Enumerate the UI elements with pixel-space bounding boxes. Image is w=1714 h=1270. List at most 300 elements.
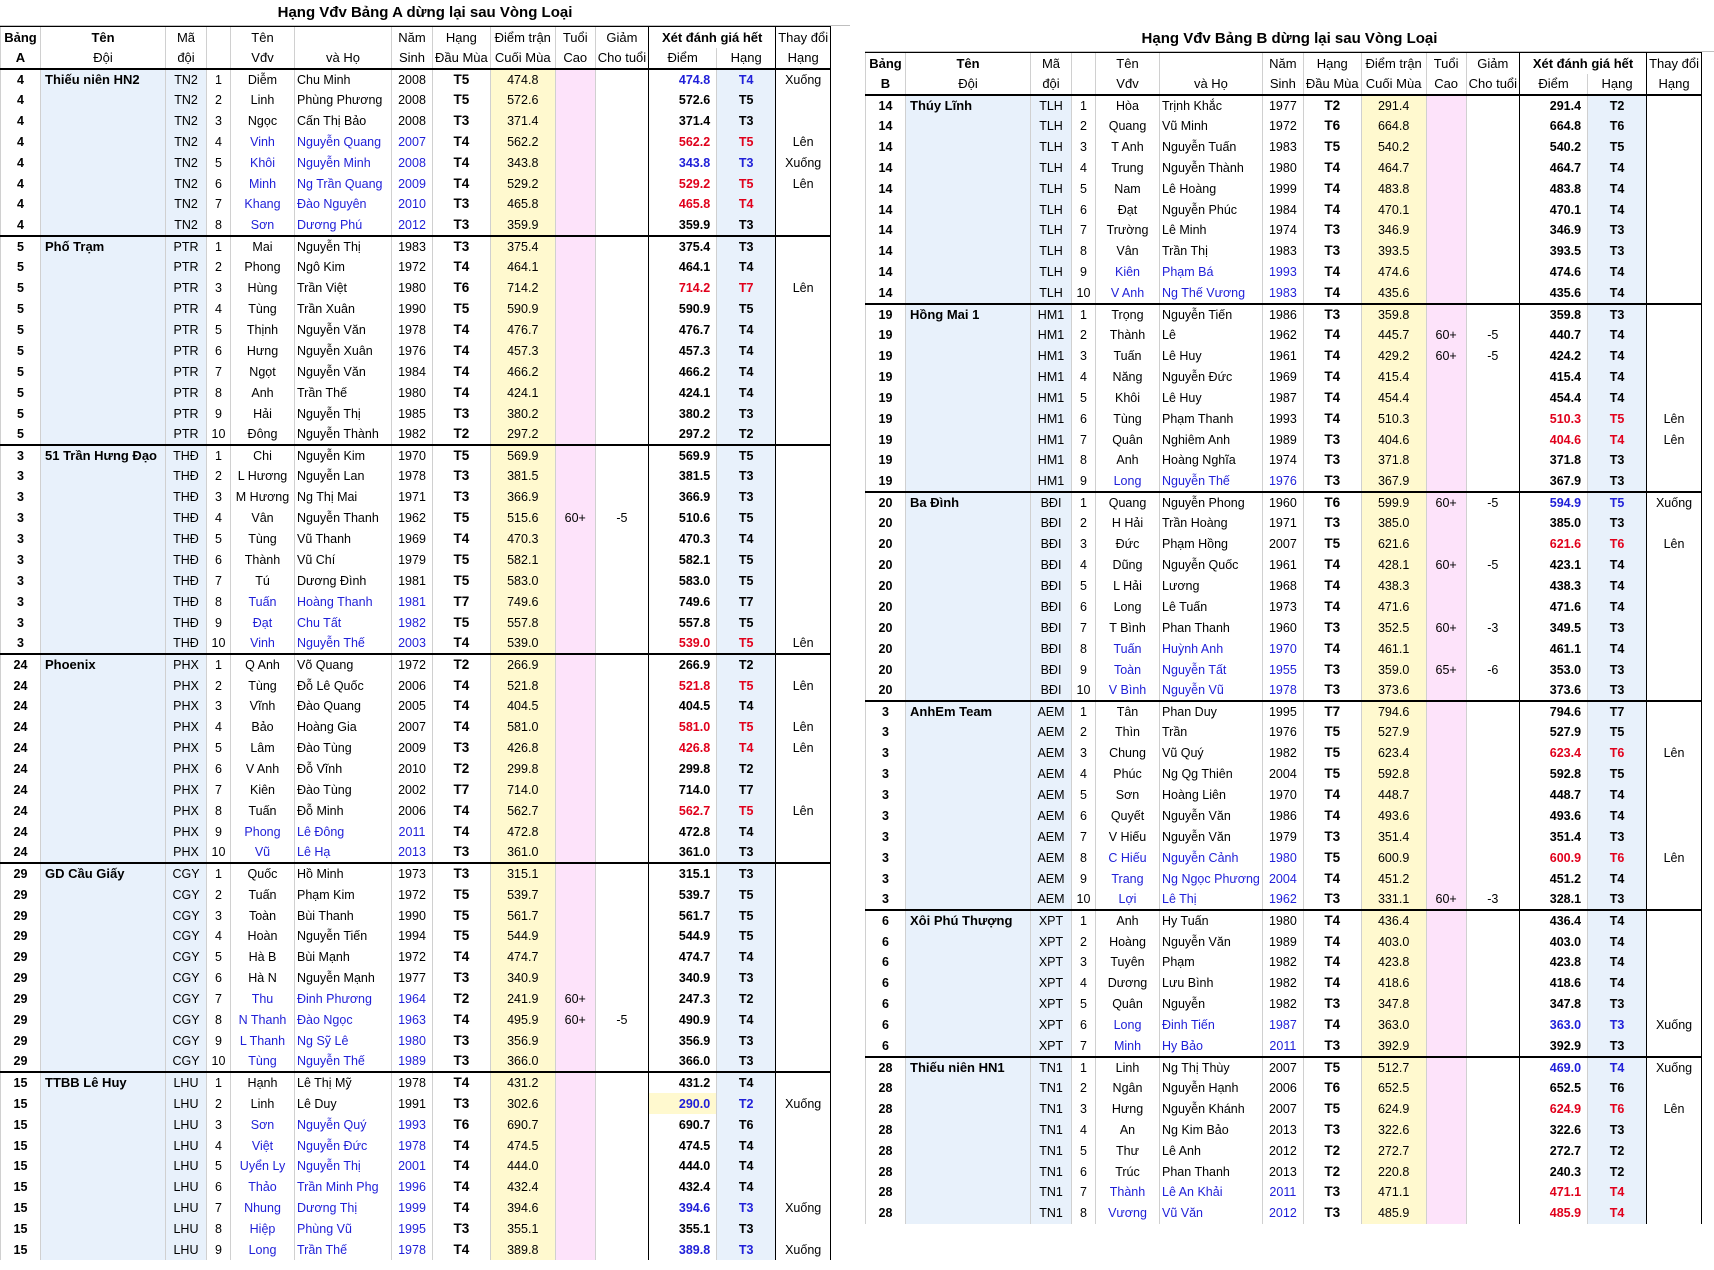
rank-change-cell xyxy=(1647,220,1702,241)
final-rank-cell: T2 xyxy=(1588,95,1647,116)
age-deduction-cell xyxy=(1466,722,1519,743)
age-deduction-cell xyxy=(595,1114,648,1135)
team-name-cell: Ba Đình xyxy=(906,492,1031,701)
player-number-cell: 5 xyxy=(207,529,231,550)
birth-year-cell: 1980 xyxy=(392,278,433,299)
player-number-cell: 1 xyxy=(1072,95,1096,116)
player-number-cell: 3 xyxy=(1072,1098,1096,1119)
player-last-name: Nguyễn Kim xyxy=(295,445,392,466)
team-name-cell: 51 Trần Hưng Đạo xyxy=(41,445,166,654)
header-cell: Đội xyxy=(41,48,166,69)
age-deduction-cell xyxy=(595,1030,648,1051)
season-score-cell: 415.4 xyxy=(1361,366,1426,387)
header-cell: Cho tuổi xyxy=(1466,74,1519,95)
age-bracket-cell: 60+ xyxy=(555,508,595,529)
season-score-cell: 322.6 xyxy=(1361,1119,1426,1140)
final-rank-cell: T2 xyxy=(717,759,776,780)
final-rank-cell: T5 xyxy=(717,90,776,111)
player-last-name: Hoàng Gia xyxy=(295,717,392,738)
birth-year-cell: 1969 xyxy=(1262,366,1303,387)
header-cell: Cho tuổi xyxy=(595,48,648,69)
birth-year-cell: 1989 xyxy=(1262,931,1303,952)
final-rank-cell: T2 xyxy=(717,424,776,445)
age-bracket-cell xyxy=(555,131,595,152)
panel-b-title: Hạng Vđv Bảng B dừng lại sau Vòng Loại xyxy=(865,26,1714,52)
group-cell: 19 xyxy=(866,366,906,387)
final-rank-cell: T4 xyxy=(1588,952,1647,973)
age-bracket-cell xyxy=(555,361,595,382)
age-bracket-cell xyxy=(555,403,595,424)
player-number-cell: 2 xyxy=(207,675,231,696)
player-first-name: Kiên xyxy=(231,780,295,801)
season-score-cell: 451.2 xyxy=(1361,868,1426,889)
header-cell: Giảm xyxy=(1466,53,1519,74)
start-rank-cell: T4 xyxy=(433,821,491,842)
group-cell: 29 xyxy=(1,1030,41,1051)
player-number-cell: 2 xyxy=(1072,513,1096,534)
player-last-name: Nguyễn Quang xyxy=(295,131,392,152)
final-rank-cell: T5 xyxy=(717,131,776,152)
group-cell: 20 xyxy=(866,513,906,534)
header-cell: Mã xyxy=(166,27,207,48)
team-code-cell: AEM xyxy=(1031,722,1072,743)
header-cell: đội xyxy=(166,48,207,69)
player-last-name: Đào Quang xyxy=(295,696,392,717)
age-bracket-cell xyxy=(555,152,595,173)
age-bracket-cell xyxy=(1426,638,1466,659)
final-rank-cell: T3 xyxy=(1588,471,1647,492)
start-rank-cell: T4 xyxy=(433,947,491,968)
rank-change-cell xyxy=(1647,304,1702,325)
age-bracket-cell xyxy=(555,884,595,905)
final-rank-cell: T3 xyxy=(1588,241,1647,262)
player-last-name: Chu Minh xyxy=(295,69,392,90)
birth-year-cell: 1996 xyxy=(392,1177,433,1198)
team-code-cell: PHX xyxy=(166,717,207,738)
group-cell: 19 xyxy=(866,408,906,429)
group-cell: 3 xyxy=(866,847,906,868)
rank-change-cell: Lên xyxy=(1647,847,1702,868)
age-deduction-cell xyxy=(1466,513,1519,534)
birth-year-cell: 1976 xyxy=(1262,471,1303,492)
player-number-cell: 8 xyxy=(207,591,231,612)
age-bracket-cell xyxy=(555,320,595,341)
team-code-cell: AEM xyxy=(1031,826,1072,847)
team-code-cell: XPT xyxy=(1031,973,1072,994)
age-bracket-cell xyxy=(555,1240,595,1261)
rank-change-cell xyxy=(1647,199,1702,220)
age-bracket-cell xyxy=(1426,1098,1466,1119)
player-last-name: Nguyễn xyxy=(1160,994,1263,1015)
birth-year-cell: 1984 xyxy=(1262,199,1303,220)
player-number-cell: 5 xyxy=(1072,785,1096,806)
season-score-cell: 464.1 xyxy=(490,257,555,278)
final-rank-cell: T3 xyxy=(717,1051,776,1072)
header-cell: A xyxy=(1,48,41,69)
header-cell xyxy=(207,48,231,69)
age-bracket-cell: 65+ xyxy=(1426,659,1466,680)
team-name-cell: AnhEm Team xyxy=(906,701,1031,910)
final-score-cell: 240.3 xyxy=(1520,1161,1588,1182)
final-score-cell: 540.2 xyxy=(1520,136,1588,157)
team-code-cell: TN2 xyxy=(166,69,207,90)
birth-year-cell: 1999 xyxy=(1262,178,1303,199)
team-code-cell: BĐI xyxy=(1031,555,1072,576)
player-number-cell: 4 xyxy=(1072,366,1096,387)
season-score-cell: 424.1 xyxy=(490,382,555,403)
final-rank-cell: T6 xyxy=(1588,1078,1647,1099)
final-score-cell: 375.4 xyxy=(649,236,717,257)
rank-change-cell xyxy=(1647,1036,1702,1057)
player-first-name: Hoàn xyxy=(231,926,295,947)
player-last-name: Phùng Phương xyxy=(295,90,392,111)
age-bracket-cell xyxy=(555,299,595,320)
final-rank-cell: T4 xyxy=(717,340,776,361)
header-cell: Điểm trận xyxy=(1361,53,1426,74)
group-cell: 3 xyxy=(1,612,41,633)
start-rank-cell: T3 xyxy=(1303,241,1361,262)
start-rank-cell: T4 xyxy=(433,1010,491,1031)
final-rank-cell: T5 xyxy=(717,612,776,633)
team-code-cell: AEM xyxy=(1031,701,1072,722)
age-deduction-cell xyxy=(1466,220,1519,241)
birth-year-cell: 1980 xyxy=(1262,157,1303,178)
header-cell: Tên xyxy=(231,27,295,48)
final-rank-cell: T3 xyxy=(717,1198,776,1219)
final-rank-cell: T3 xyxy=(717,968,776,989)
age-bracket-cell xyxy=(555,696,595,717)
player-first-name: Hà N xyxy=(231,968,295,989)
team-code-cell: LHU xyxy=(166,1135,207,1156)
age-deduction-cell xyxy=(595,320,648,341)
player-number-cell: 3 xyxy=(207,905,231,926)
age-deduction-cell xyxy=(1466,701,1519,722)
player-number-cell: 6 xyxy=(207,1177,231,1198)
team-code-cell: THĐ xyxy=(166,591,207,612)
player-first-name: Phúc xyxy=(1096,764,1160,785)
rank-change-cell xyxy=(1647,241,1702,262)
player-first-name: V Hiếu xyxy=(1096,826,1160,847)
player-first-name: Trọng xyxy=(1096,304,1160,325)
player-number-cell: 5 xyxy=(207,320,231,341)
season-score-cell: 466.2 xyxy=(490,361,555,382)
final-score-cell: 431.2 xyxy=(649,1072,717,1093)
rank-change-cell xyxy=(1647,1078,1702,1099)
age-bracket-cell xyxy=(1426,199,1466,220)
birth-year-cell: 1995 xyxy=(392,1219,433,1240)
team-code-cell: TN1 xyxy=(1031,1182,1072,1203)
birth-year-cell: 1982 xyxy=(1262,994,1303,1015)
player-first-name: Thư xyxy=(1096,1140,1160,1161)
player-number-cell: 2 xyxy=(1072,1078,1096,1099)
final-score-cell: 664.8 xyxy=(1520,116,1588,137)
birth-year-cell: 2013 xyxy=(1262,1161,1303,1182)
player-last-name: Hoàng Nghĩa xyxy=(1160,450,1263,471)
age-deduction-cell xyxy=(1466,638,1519,659)
player-first-name: Hòa xyxy=(1096,95,1160,116)
age-bracket-cell xyxy=(1426,1203,1466,1224)
group-cell: 29 xyxy=(1,968,41,989)
start-rank-cell: T6 xyxy=(1303,1078,1361,1099)
age-deduction-cell: -5 xyxy=(1466,492,1519,513)
season-score-cell: 714.0 xyxy=(490,780,555,801)
birth-year-cell: 1980 xyxy=(1262,910,1303,931)
rank-change-cell xyxy=(776,780,831,801)
age-deduction-cell xyxy=(595,361,648,382)
team-code-cell: TN1 xyxy=(1031,1098,1072,1119)
team-name-cell: Hồng Mai 1 xyxy=(906,304,1031,492)
player-number-cell: 3 xyxy=(207,487,231,508)
panel-group-a xyxy=(0,0,850,1260)
player-first-name: Quân xyxy=(1096,994,1160,1015)
birth-year-cell: 1963 xyxy=(392,1010,433,1031)
group-cell: 4 xyxy=(1,69,41,90)
team-code-cell: TLH xyxy=(1031,136,1072,157)
final-score-cell: 440.7 xyxy=(1520,325,1588,346)
group-cell: 5 xyxy=(1,361,41,382)
rank-change-cell xyxy=(1647,994,1702,1015)
final-score-cell: 297.2 xyxy=(649,424,717,445)
rank-change-cell xyxy=(1647,346,1702,367)
player-first-name: V Anh xyxy=(1096,283,1160,304)
group-cell: 5 xyxy=(1,403,41,424)
player-first-name: Long xyxy=(1096,471,1160,492)
start-rank-cell: T5 xyxy=(433,69,491,90)
age-deduction-cell xyxy=(1466,576,1519,597)
start-rank-cell: T3 xyxy=(1303,680,1361,701)
player-first-name: Dũng xyxy=(1096,555,1160,576)
age-deduction-cell: -5 xyxy=(1466,325,1519,346)
player-last-name: Nguyễn Văn xyxy=(1160,826,1263,847)
age-deduction-cell xyxy=(1466,450,1519,471)
age-deduction-cell xyxy=(595,654,648,675)
player-first-name: Anh xyxy=(1096,910,1160,931)
player-number-cell: 4 xyxy=(207,717,231,738)
age-deduction-cell xyxy=(595,717,648,738)
rank-change-cell xyxy=(776,215,831,236)
start-rank-cell: T5 xyxy=(433,612,491,633)
age-bracket-cell xyxy=(555,1135,595,1156)
final-rank-cell: T3 xyxy=(717,1219,776,1240)
final-score-cell: 322.6 xyxy=(1520,1119,1588,1140)
player-last-name: Dương Đình xyxy=(295,570,392,591)
header-cell xyxy=(295,27,392,48)
age-deduction-cell xyxy=(1466,429,1519,450)
start-rank-cell: T4 xyxy=(433,1177,491,1198)
final-score-cell: 510.3 xyxy=(1520,408,1588,429)
birth-year-cell: 1968 xyxy=(1262,576,1303,597)
final-score-cell: 424.1 xyxy=(649,382,717,403)
final-score-cell: 363.0 xyxy=(1520,1015,1588,1036)
season-score-cell: 352.5 xyxy=(1361,617,1426,638)
age-bracket-cell xyxy=(1426,429,1466,450)
group-cell: 3 xyxy=(1,508,41,529)
final-rank-cell: T3 xyxy=(717,466,776,487)
player-first-name: Sơn xyxy=(1096,785,1160,806)
birth-year-cell: 2013 xyxy=(1262,1119,1303,1140)
birth-year-cell: 2006 xyxy=(1262,1078,1303,1099)
header-cell: đội xyxy=(1031,74,1072,95)
player-first-name: Trang xyxy=(1096,868,1160,889)
age-bracket-cell xyxy=(1426,806,1466,827)
player-last-name: Nguyễn Thị xyxy=(295,1156,392,1177)
age-deduction-cell xyxy=(595,550,648,571)
season-score-cell: 794.6 xyxy=(1361,701,1426,722)
group-cell: 5 xyxy=(1,320,41,341)
start-rank-cell: T5 xyxy=(433,445,491,466)
season-score-cell: 371.4 xyxy=(490,110,555,131)
group-cell: 19 xyxy=(866,325,906,346)
rank-change-cell xyxy=(776,1219,831,1240)
start-rank-cell: T3 xyxy=(1303,1203,1361,1224)
player-last-name: Phạm Thanh xyxy=(1160,408,1263,429)
birth-year-cell: 1972 xyxy=(392,654,433,675)
header-cell xyxy=(1160,53,1263,74)
birth-year-cell: 1985 xyxy=(392,403,433,424)
player-first-name: Hải xyxy=(231,403,295,424)
player-last-name: Nguyễn Cảnh xyxy=(1160,847,1263,868)
birth-year-cell: 2011 xyxy=(1262,1036,1303,1057)
birth-year-cell: 1974 xyxy=(1262,450,1303,471)
birth-year-cell: 1999 xyxy=(392,1198,433,1219)
team-code-cell: LHU xyxy=(166,1198,207,1219)
final-rank-cell: T4 xyxy=(717,361,776,382)
group-cell: 15 xyxy=(1,1135,41,1156)
player-last-name: Đinh Phương xyxy=(295,989,392,1010)
start-rank-cell: T5 xyxy=(433,508,491,529)
team-code-cell: LHU xyxy=(166,1219,207,1240)
age-deduction-cell xyxy=(1466,826,1519,847)
final-rank-cell: T4 xyxy=(1588,262,1647,283)
age-bracket-cell xyxy=(1426,596,1466,617)
age-deduction-cell xyxy=(595,780,648,801)
group-cell: 3 xyxy=(866,889,906,910)
start-rank-cell: T4 xyxy=(433,529,491,550)
final-score-cell: 476.7 xyxy=(649,320,717,341)
age-bracket-cell xyxy=(1426,931,1466,952)
player-number-cell: 7 xyxy=(1072,429,1096,450)
team-code-cell: LHU xyxy=(166,1240,207,1261)
final-rank-cell: T5 xyxy=(717,675,776,696)
birth-year-cell: 2007 xyxy=(1262,1098,1303,1119)
rank-change-cell xyxy=(1647,910,1702,931)
start-rank-cell: T5 xyxy=(433,926,491,947)
team-code-cell: LHU xyxy=(166,1177,207,1198)
final-score-cell: 343.8 xyxy=(649,152,717,173)
season-score-cell: 465.8 xyxy=(490,194,555,215)
header-cell: Hạng xyxy=(433,27,491,48)
group-cell: 20 xyxy=(866,617,906,638)
rank-change-cell xyxy=(776,1177,831,1198)
rank-change-cell xyxy=(776,299,831,320)
season-score-cell: 343.8 xyxy=(490,152,555,173)
player-last-name: Phạm Hồng xyxy=(1160,534,1263,555)
start-rank-cell: T3 xyxy=(433,1093,491,1114)
final-rank-cell: T5 xyxy=(717,299,776,320)
team-name-cell: Xôi Phú Thượng xyxy=(906,910,1031,1056)
header-cell: Cao xyxy=(1426,74,1466,95)
final-rank-cell: T3 xyxy=(1588,304,1647,325)
player-number-cell: 10 xyxy=(207,1051,231,1072)
team-code-cell: BĐI xyxy=(1031,576,1072,597)
start-rank-cell: T3 xyxy=(1303,826,1361,847)
birth-year-cell: 2010 xyxy=(392,759,433,780)
rank-change-cell: Lên xyxy=(776,173,831,194)
start-rank-cell: T4 xyxy=(433,173,491,194)
final-score-cell: 266.9 xyxy=(649,654,717,675)
final-rank-cell: T4 xyxy=(1588,1203,1647,1224)
player-number-cell: 1 xyxy=(1072,1057,1096,1078)
rank-change-cell xyxy=(1647,931,1702,952)
birth-year-cell: 2006 xyxy=(392,800,433,821)
final-score-cell: 464.7 xyxy=(1520,157,1588,178)
team-code-cell: HM1 xyxy=(1031,429,1072,450)
rank-change-cell: Lên xyxy=(1647,408,1702,429)
season-score-cell: 600.9 xyxy=(1361,847,1426,868)
birth-year-cell: 1972 xyxy=(392,947,433,968)
season-score-cell: 363.0 xyxy=(1361,1015,1426,1036)
team-code-cell: PHX xyxy=(166,780,207,801)
player-last-name: Trịnh Khắc xyxy=(1160,95,1263,116)
rank-change-cell: Lên xyxy=(776,738,831,759)
rank-change-cell xyxy=(776,696,831,717)
final-rank-cell: T4 xyxy=(1588,1057,1647,1078)
age-bracket-cell xyxy=(555,550,595,571)
season-score-cell: 375.4 xyxy=(490,236,555,257)
final-score-cell: 366.0 xyxy=(649,1051,717,1072)
age-bracket-cell: 60+ xyxy=(1426,346,1466,367)
player-last-name: Nguyễn Thế xyxy=(1160,471,1263,492)
final-score-cell: 490.9 xyxy=(649,1010,717,1031)
birth-year-cell: 1993 xyxy=(392,1114,433,1135)
team-code-cell: AEM xyxy=(1031,806,1072,827)
start-rank-cell: T3 xyxy=(1303,220,1361,241)
age-deduction-cell xyxy=(595,194,648,215)
player-last-name: Nguyễn Thành xyxy=(295,424,392,445)
player-number-cell: 6 xyxy=(207,340,231,361)
player-last-name: Lê Minh xyxy=(1160,220,1263,241)
final-score-cell: 392.9 xyxy=(1520,1036,1588,1057)
player-last-name: Nguyễn Xuân xyxy=(295,340,392,361)
start-rank-cell: T4 xyxy=(1303,325,1361,346)
player-first-name: Trúc xyxy=(1096,1161,1160,1182)
start-rank-cell: T3 xyxy=(1303,994,1361,1015)
season-score-cell: 544.9 xyxy=(490,926,555,947)
header-cell: Hạng xyxy=(1303,53,1361,74)
start-rank-cell: T3 xyxy=(433,1051,491,1072)
final-score-cell: 465.8 xyxy=(649,194,717,215)
start-rank-cell: T3 xyxy=(1303,889,1361,910)
rank-change-cell xyxy=(776,884,831,905)
final-rank-cell: T5 xyxy=(717,633,776,654)
season-score-cell: 380.2 xyxy=(490,403,555,424)
player-number-cell: 8 xyxy=(1072,847,1096,868)
birth-year-cell: 1982 xyxy=(392,612,433,633)
birth-year-cell: 2007 xyxy=(392,717,433,738)
player-last-name: Nguyễn Phúc xyxy=(1160,199,1263,220)
group-cell: 20 xyxy=(866,492,906,513)
rank-change-cell: Lên xyxy=(776,633,831,654)
birth-year-cell: 1983 xyxy=(1262,283,1303,304)
age-deduction-cell xyxy=(595,529,648,550)
birth-year-cell: 1981 xyxy=(392,570,433,591)
age-deduction-cell xyxy=(595,633,648,654)
player-last-name: Nguyễn Tuấn xyxy=(1160,136,1263,157)
age-deduction-cell xyxy=(595,131,648,152)
team-code-cell: TN2 xyxy=(166,110,207,131)
rank-change-cell xyxy=(776,1051,831,1072)
birth-year-cell: 1990 xyxy=(392,905,433,926)
